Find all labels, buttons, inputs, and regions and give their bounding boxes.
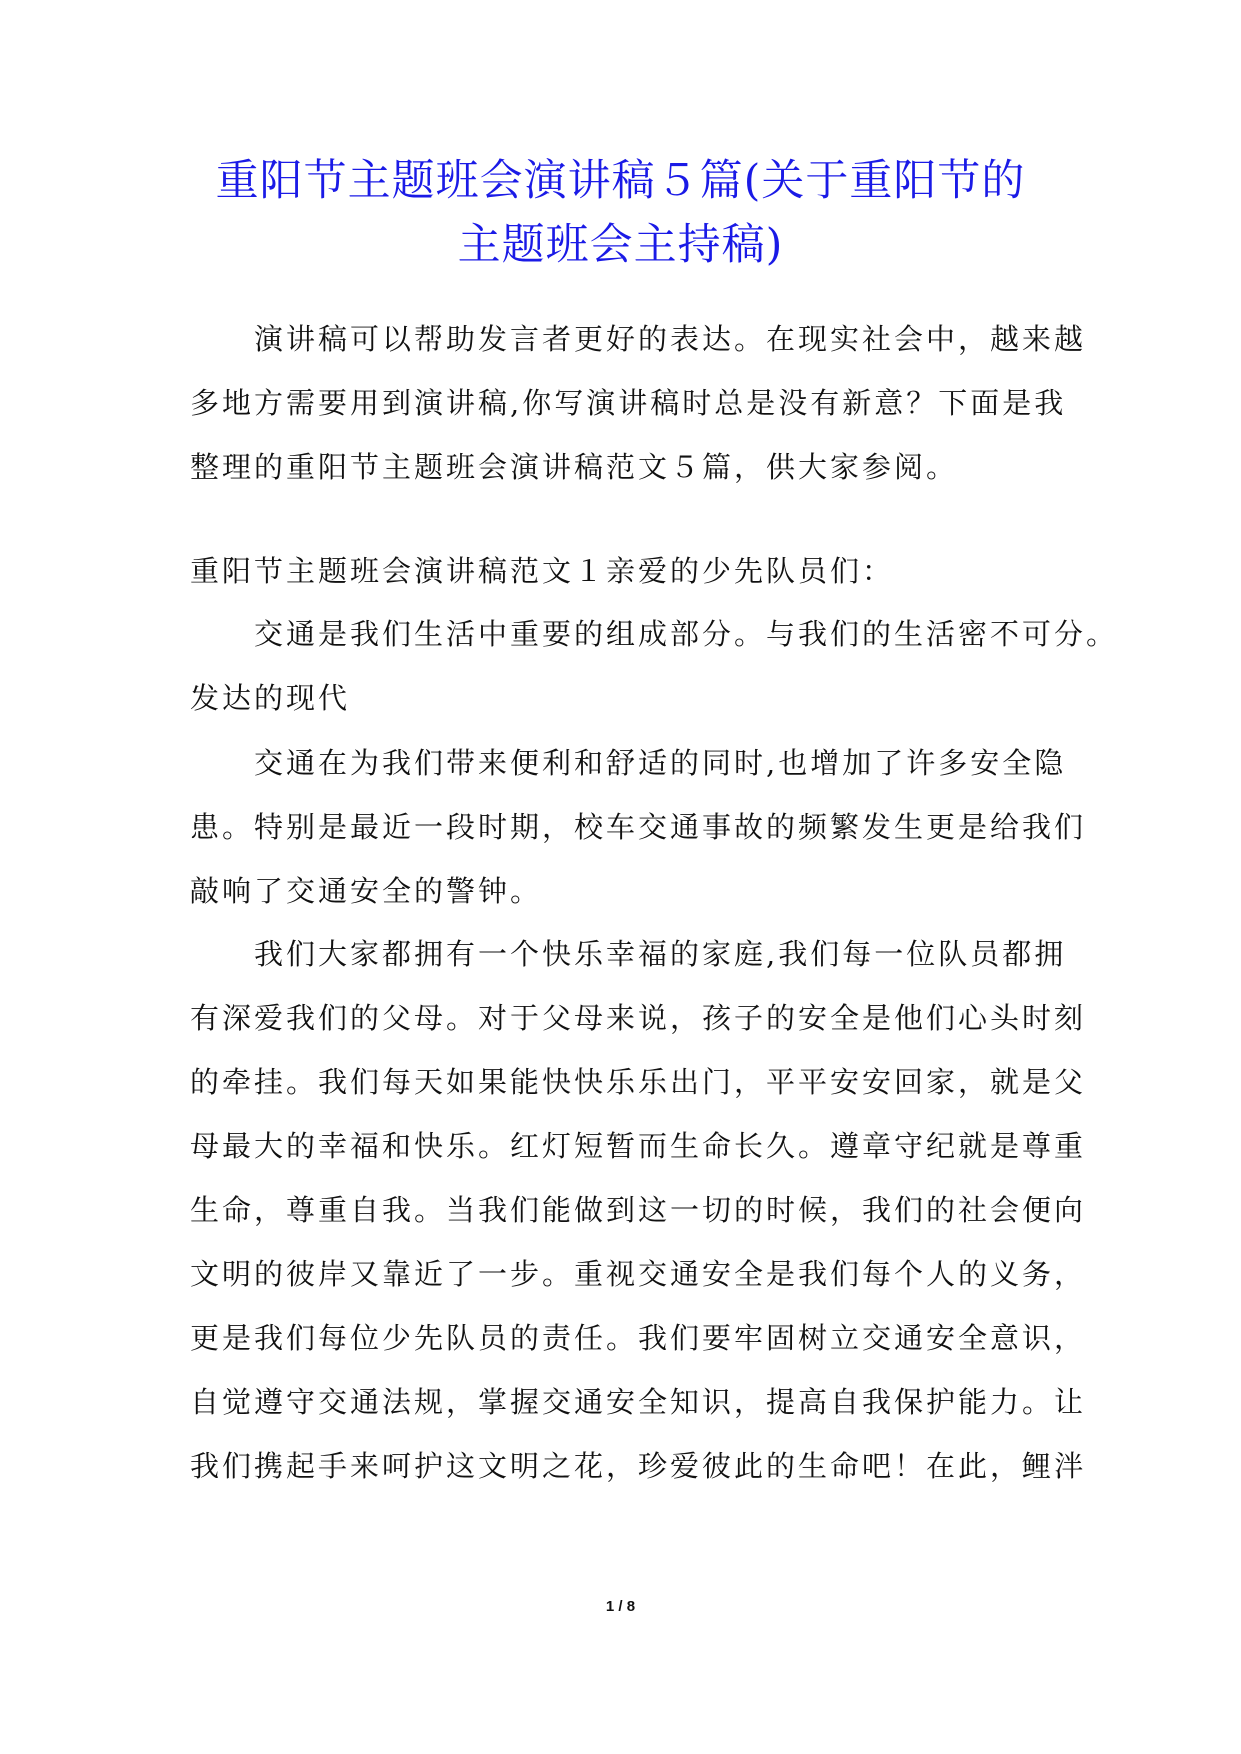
text-line: 的牵挂。我们每天如果能快快乐乐出门，平平安安回家，就是父 (190, 1065, 1087, 1099)
text-line: 重阳节主题班会演讲稿范文１亲爱的少先队员们： (190, 554, 895, 588)
text-line: 多地方需要用到演讲稿,你写演讲稿时总是没有新意？下面是我 (190, 386, 1067, 420)
intro-paragraph (190, 307, 1087, 499)
text-line: 文明的彼岸又靠近了一步。重视交通安全是我们每个人的义务， (190, 1257, 1087, 1291)
document-title-line-1: 重阳节主题班会演讲稿５篇(关于重阳节的 (215, 156, 1026, 206)
text-line: 交通在为我们带来便利和舒适的同时,也增加了许多安全隐 (190, 746, 1067, 780)
text-line: 更是我们每位少先队员的责任。我们要牢固树立交通安全意识， (190, 1321, 1087, 1355)
text-line: 自觉遵守交通法规，掌握交通安全知识，提高自我保护能力。让 (190, 1385, 1087, 1419)
text-line: 有深爱我们的父母。对于父母来说，孩子的安全是他们心头时刻 (190, 1001, 1087, 1035)
text-line: 我们携起手来呵护这文明之花，珍爱彼此的生命吧！在此，鲤泮 (190, 1449, 1087, 1483)
text-line: 我们大家都拥有一个快乐幸福的家庭,我们每一位队员都拥 (190, 937, 1067, 971)
body-paragraph-3 (190, 922, 1087, 1498)
text-line: 发达的现代 (190, 681, 351, 715)
text-line: 演讲稿可以帮助发言者更好的表达。在现实社会中，越来越 (190, 322, 1087, 356)
page-number: 1 / 8 (605, 1598, 636, 1615)
text-line: 患。特别是最近一段时期，校车交通事故的频繁发生更是给我们 (190, 810, 1087, 844)
document-title-line-2: 主题班会主持稿) (457, 220, 784, 270)
text-line: 整理的重阳节主题班会演讲稿范文５篇，供大家参阅。 (190, 450, 959, 484)
body-paragraph-1 (190, 602, 1119, 730)
section-heading (190, 539, 1050, 603)
text-line: 生命，尊重自我。当我们能做到这一切的时候，我们的社会便向 (190, 1193, 1087, 1227)
text-line: 交通是我们生活中重要的组成部分。与我们的生活密不可分。 (190, 617, 1119, 651)
text-line: 母最大的幸福和快乐。红灯短暂而生命长久。遵章守纪就是尊重 (190, 1129, 1087, 1163)
text-line: 敲响了交通安全的警钟。 (190, 874, 543, 908)
body-paragraph-2 (190, 731, 1087, 923)
